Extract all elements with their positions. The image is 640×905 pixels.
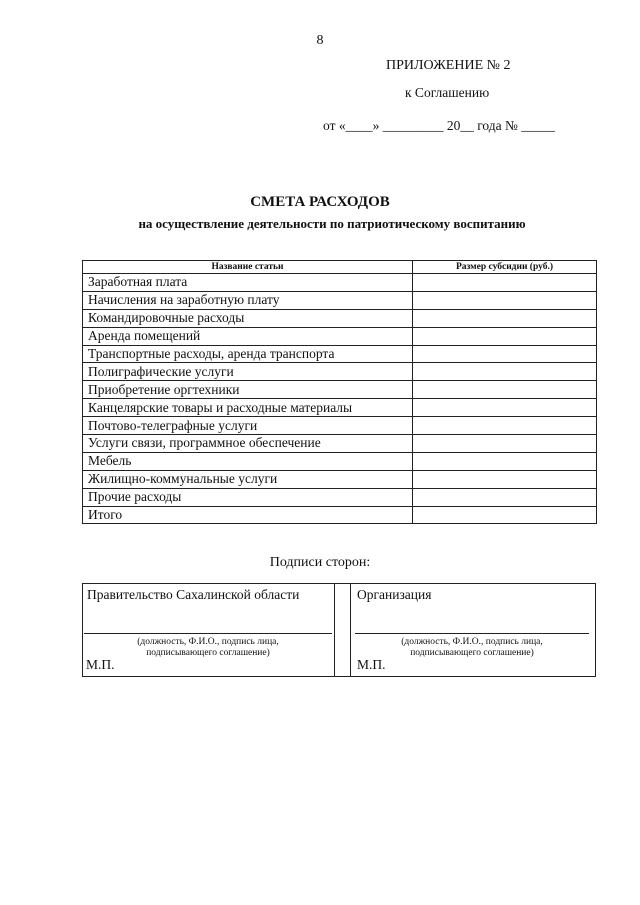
- budget-item-amount: [413, 345, 597, 363]
- signature-divider: [334, 583, 335, 677]
- left-signature-line: [84, 633, 332, 634]
- budget-item-amount: [413, 452, 597, 470]
- budget-item-amount: [413, 327, 597, 345]
- right-party-name: Организация: [357, 587, 432, 602]
- table-row: [83, 345, 597, 363]
- budget-item-name: Командировочные расходы: [83, 309, 413, 327]
- budget-table: [82, 260, 597, 524]
- budget-item-name: Почтово-телеграфные услуги: [83, 417, 413, 435]
- table-row: [83, 363, 597, 381]
- budget-item-amount: [413, 309, 597, 327]
- agreement-reference: к Соглашению: [405, 85, 490, 100]
- left-caption-line2: подписывающего соглашение): [146, 648, 270, 658]
- signature-divider: [350, 583, 351, 677]
- table-row: [83, 488, 597, 506]
- budget-table-body: [83, 274, 597, 524]
- budget-item-amount: [413, 506, 597, 524]
- budget-item-amount: [413, 399, 597, 417]
- left-seal-mark: М.П.: [86, 657, 115, 672]
- table-row: [83, 506, 597, 524]
- table-row: [83, 274, 597, 292]
- budget-item-name: Транспортные расходы, аренда транспорта: [83, 345, 413, 363]
- right-caption-line1: (должность, Ф.И.О., подпись лица,: [401, 637, 543, 647]
- document-subtitle: на осуществление деятельности по патриотическому воспитанию: [138, 216, 526, 231]
- budget-item-amount: [413, 435, 597, 453]
- budget-item-amount: [413, 381, 597, 399]
- budget-item-name: Жилищно-коммунальные услуги: [83, 470, 413, 488]
- signatures-heading: Подписи сторон:: [269, 555, 371, 570]
- right-seal-mark: М.П.: [357, 657, 386, 672]
- budget-item-name: Услуги связи, программное обеспечение: [83, 435, 413, 453]
- table-row: [83, 327, 597, 345]
- right-signature-line: [355, 633, 589, 634]
- budget-item-name: Полиграфические услуги: [83, 363, 413, 381]
- document-title: СМЕТА РАСХОДОВ: [250, 194, 390, 210]
- page-number: 8: [316, 33, 324, 48]
- budget-item-amount: [413, 274, 597, 292]
- budget-item-name: Приобретение оргтехники: [83, 381, 413, 399]
- left-caption-line1: (должность, Ф.И.О., подпись лица,: [137, 637, 279, 647]
- table-row: [83, 309, 597, 327]
- budget-item-name: Начисления на заработную плату: [83, 291, 413, 309]
- budget-item-name: Мебель: [83, 452, 413, 470]
- budget-item-amount: [413, 488, 597, 506]
- table-row: [83, 381, 597, 399]
- budget-item-amount: [413, 470, 597, 488]
- date-number-line: от «____» _________ 20__ года № _____: [323, 118, 556, 133]
- budget-item-name: Прочие расходы: [83, 488, 413, 506]
- table-row: [83, 470, 597, 488]
- column-header-item: Название статьи: [83, 261, 413, 274]
- budget-item-name: Канцелярские товары и расходные материалы: [83, 399, 413, 417]
- table-row: [83, 435, 597, 453]
- table-row: [83, 291, 597, 309]
- budget-item-amount: [413, 291, 597, 309]
- budget-item-amount: [413, 417, 597, 435]
- table-row: [83, 452, 597, 470]
- right-caption-line2: подписывающего соглашение): [410, 648, 534, 658]
- left-signature-caption: [84, 637, 332, 659]
- right-signature-caption: [355, 637, 589, 659]
- table-header-row: [83, 261, 597, 274]
- budget-item-amount: [413, 363, 597, 381]
- appendix-title: ПРИЛОЖЕНИЕ № 2: [386, 58, 511, 73]
- budget-item-name: Заработная плата: [83, 274, 413, 292]
- budget-item-name: Итого: [83, 506, 413, 524]
- budget-item-name: Аренда помещений: [83, 327, 413, 345]
- column-header-amount: Размер субсидии (руб.): [413, 261, 597, 274]
- left-party-name: Правительство Сахалинской области: [87, 587, 300, 602]
- table-row: [83, 417, 597, 435]
- table-row: [83, 399, 597, 417]
